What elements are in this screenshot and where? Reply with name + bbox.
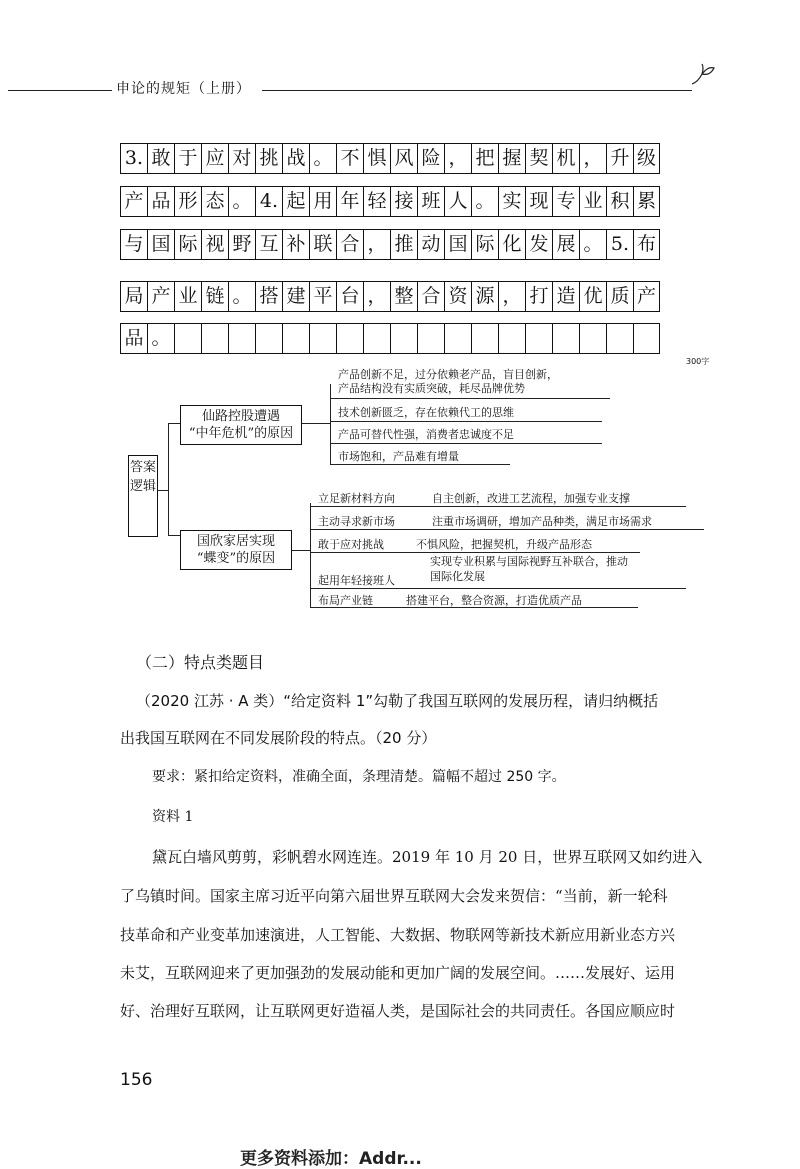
branch-box-1: 仙路控股遭遇 “中年危机”的原因 <box>180 405 302 445</box>
grid-cell: 互 <box>255 229 282 260</box>
grid-cell: 动 <box>417 229 444 260</box>
grid-cell: 搭 <box>255 281 282 312</box>
branch1-item: 产品可替代性强，消费者忠诚度不足 <box>338 428 514 441</box>
grid-cell: ， <box>444 143 471 174</box>
grid-cell: 契 <box>525 143 552 174</box>
grid-cell: 人 <box>444 186 471 217</box>
branch2-value: 不惧风险，把握契机，升级产品形态 <box>416 538 592 551</box>
underline <box>310 588 686 589</box>
connector <box>158 490 168 491</box>
branch1-item: 市场饱和，产品难有增量 <box>338 450 459 463</box>
grid-cell <box>417 323 444 354</box>
grid-cell: 台 <box>336 281 363 312</box>
grid-cell: 累 <box>633 186 660 217</box>
grid-cell <box>282 323 309 354</box>
grid-cell: 联 <box>309 229 336 260</box>
grid-cell: 险 <box>417 143 444 174</box>
underline <box>310 506 686 507</box>
grid-cell <box>336 323 363 354</box>
grid-cell: 形 <box>174 186 201 217</box>
branch2-value: 自主创新，改进工艺流程，加强专业支撑 <box>432 492 630 505</box>
grid-cell: 源 <box>471 281 498 312</box>
grid-cell: 应 <box>201 143 228 174</box>
page-number: 156 <box>120 1070 153 1090</box>
grid-cell: 整 <box>390 281 417 312</box>
grid-cell: 。 <box>147 323 174 354</box>
grid-cell: ， <box>363 229 390 260</box>
branch-box-2: 国欣家居实现 “蝶变”的原因 <box>180 530 292 570</box>
grid-cell: 5. <box>606 229 633 260</box>
grid-cell: 展 <box>552 229 579 260</box>
grid-row <box>120 281 712 314</box>
grid-cell: 品 <box>120 323 147 354</box>
grid-cell: ， <box>498 281 525 312</box>
grid-cell: 年 <box>336 186 363 217</box>
grid-cell: 。 <box>228 186 255 217</box>
material-title: 资料 1 <box>152 809 194 825</box>
underline <box>330 398 610 399</box>
grid-cell <box>525 323 552 354</box>
grid-cell: 不 <box>336 143 363 174</box>
grid-cell <box>633 323 660 354</box>
grid-cell: 把 <box>471 143 498 174</box>
grid-cell <box>228 323 255 354</box>
connector <box>168 535 180 536</box>
grid-cell: 握 <box>498 143 525 174</box>
grid-cell: 级 <box>633 143 660 174</box>
grid-cell: 态 <box>201 186 228 217</box>
grid-cell: 接 <box>390 186 417 217</box>
underline <box>310 607 638 608</box>
grid-cell: ， <box>579 143 606 174</box>
branch1-item: 技术创新匮乏，存在依赖代工的思维 <box>338 406 514 419</box>
grid-cell: 与 <box>120 229 147 260</box>
grid-row <box>120 186 712 219</box>
grid-cell <box>363 323 390 354</box>
grid-cell: 班 <box>417 186 444 217</box>
grid-cell: 品 <box>147 186 174 217</box>
connector <box>302 423 330 424</box>
branch2-key: 敢于应对挑战 <box>318 538 384 551</box>
underline <box>330 464 510 465</box>
grid-cell: 合 <box>336 229 363 260</box>
grid-cell <box>255 323 282 354</box>
grid-cell: 资 <box>444 281 471 312</box>
branch2-value: 搭建平台，整合资源，打造优质产品 <box>406 594 582 607</box>
grid-cell: ， <box>363 281 390 312</box>
underline <box>310 529 704 530</box>
footer-watermark: 更多资料添加：Addr... <box>240 1149 422 1169</box>
running-header: 申论的规矩（上册） <box>116 81 251 97</box>
grid-cell: 合 <box>417 281 444 312</box>
mindmap-root: 答案逻辑 <box>128 455 158 537</box>
grid-cell: 实 <box>498 186 525 217</box>
grid-cell: 轻 <box>363 186 390 217</box>
requirement-text: 要求：紧扣给定资料，准确全面，条理清楚。篇幅不超过 250 字。 <box>152 769 566 785</box>
word-count: 300字 <box>686 357 710 366</box>
connector <box>168 423 180 424</box>
grid-cell: 产 <box>120 186 147 217</box>
grid-cell: 业 <box>174 281 201 312</box>
grid-cell: 造 <box>552 281 579 312</box>
grid-cell: 。 <box>579 229 606 260</box>
grid-cell <box>174 323 201 354</box>
grid-cell: 局 <box>120 281 147 312</box>
material-line: 了乌镇时间。国家主席习近平向第六届世界互联网大会发来贺信：“当前，新一轮科 <box>120 887 668 905</box>
branch2-value: 注重市场调研，增加产品种类，满足市场需求 <box>432 515 652 528</box>
material-line: 黛瓦白墙风剪剪，彩帆碧水网连连。2019 年 10 月 20 日，世界互联网又如约进入 <box>152 848 703 866</box>
grid-cell: 升 <box>606 143 633 174</box>
grid-cell: 推 <box>390 229 417 260</box>
question-text: （2020 江苏 · A 类）“给定资料 1”勾勒了我国互联网的发展历程，请归纳概括 <box>136 692 659 710</box>
underline <box>330 443 602 444</box>
branch2-key: 立足新材料方向 <box>318 492 395 505</box>
material-line: 未艾，互联网迎来了更加强劲的发展动能和更加广阔的发展空间。……发展好、运用 <box>120 964 676 982</box>
grid-cell: 敢 <box>147 143 174 174</box>
grid-cell: 产 <box>147 281 174 312</box>
branch2-value: 实现专业积累与国际视野互补联合，推动 国际化发展 <box>430 555 628 583</box>
grid-row <box>120 323 712 356</box>
header-rule-right <box>262 90 692 91</box>
grid-cell <box>444 323 471 354</box>
question-text: 出我国互联网在不同发展阶段的特点。（20 分） <box>120 729 437 747</box>
grid-cell: 发 <box>525 229 552 260</box>
grid-cell: 平 <box>309 281 336 312</box>
grid-cell <box>552 323 579 354</box>
grid-cell: 机 <box>552 143 579 174</box>
grid-cell: 产 <box>633 281 660 312</box>
branch2-key: 布局产业链 <box>318 594 373 607</box>
grid-cell: 。 <box>309 143 336 174</box>
grid-cell: 。 <box>228 281 255 312</box>
branch2-key: 主动寻求新市场 <box>318 515 395 528</box>
underline <box>310 552 640 553</box>
leaf-ornament-icon <box>690 62 716 88</box>
material-line: 好、治理好互联网，让互联网更好造福人类，是国际社会的共同责任。各国应顺应时 <box>120 1002 676 1020</box>
connector <box>330 384 331 464</box>
grid-cell: 优 <box>579 281 606 312</box>
grid-cell: 起 <box>282 186 309 217</box>
grid-cell <box>606 323 633 354</box>
connector <box>310 503 311 607</box>
grid-cell: 对 <box>228 143 255 174</box>
underline <box>330 421 602 422</box>
grid-row <box>120 143 712 176</box>
grid-cell <box>579 323 606 354</box>
grid-cell: 化 <box>498 229 525 260</box>
grid-cell: 用 <box>309 186 336 217</box>
grid-cell: 补 <box>282 229 309 260</box>
grid-cell: 建 <box>282 281 309 312</box>
grid-cell: 国 <box>444 229 471 260</box>
grid-cell: 现 <box>525 186 552 217</box>
grid-cell: 风 <box>390 143 417 174</box>
connector <box>168 423 169 535</box>
grid-cell: 布 <box>633 229 660 260</box>
grid-cell: 战 <box>282 143 309 174</box>
section-heading: （二）特点类题目 <box>136 653 265 672</box>
grid-cell <box>498 323 525 354</box>
grid-cell <box>471 323 498 354</box>
material-line: 技革命和产业变革加速演进，人工智能、大数据、物联网等新技术新应用新业态方兴 <box>120 926 676 944</box>
grid-cell: 惧 <box>363 143 390 174</box>
grid-cell: 挑 <box>255 143 282 174</box>
grid-cell <box>309 323 336 354</box>
grid-cell: 际 <box>471 229 498 260</box>
grid-cell: 。 <box>471 186 498 217</box>
grid-cell: 3. <box>120 143 147 174</box>
branch2-key: 起用年轻接班人 <box>318 574 395 587</box>
grid-cell: 质 <box>606 281 633 312</box>
grid-cell: 际 <box>174 229 201 260</box>
grid-cell: 打 <box>525 281 552 312</box>
grid-cell: 视 <box>201 229 228 260</box>
grid-cell: 国 <box>147 229 174 260</box>
grid-cell <box>390 323 417 354</box>
branch1-item: 产品创新不足，过分依赖老产品，盲目创新， 产品结构没有实质突破，耗尽品牌优势 <box>338 368 558 395</box>
header-rule-left <box>8 90 112 91</box>
grid-cell: 积 <box>606 186 633 217</box>
grid-cell: 业 <box>579 186 606 217</box>
connector <box>292 550 310 551</box>
grid-cell: 链 <box>201 281 228 312</box>
grid-cell: 于 <box>174 143 201 174</box>
grid-cell: 专 <box>552 186 579 217</box>
grid-cell <box>201 323 228 354</box>
grid-cell: 4. <box>255 186 282 217</box>
grid-cell: 野 <box>228 229 255 260</box>
grid-row <box>120 229 712 262</box>
